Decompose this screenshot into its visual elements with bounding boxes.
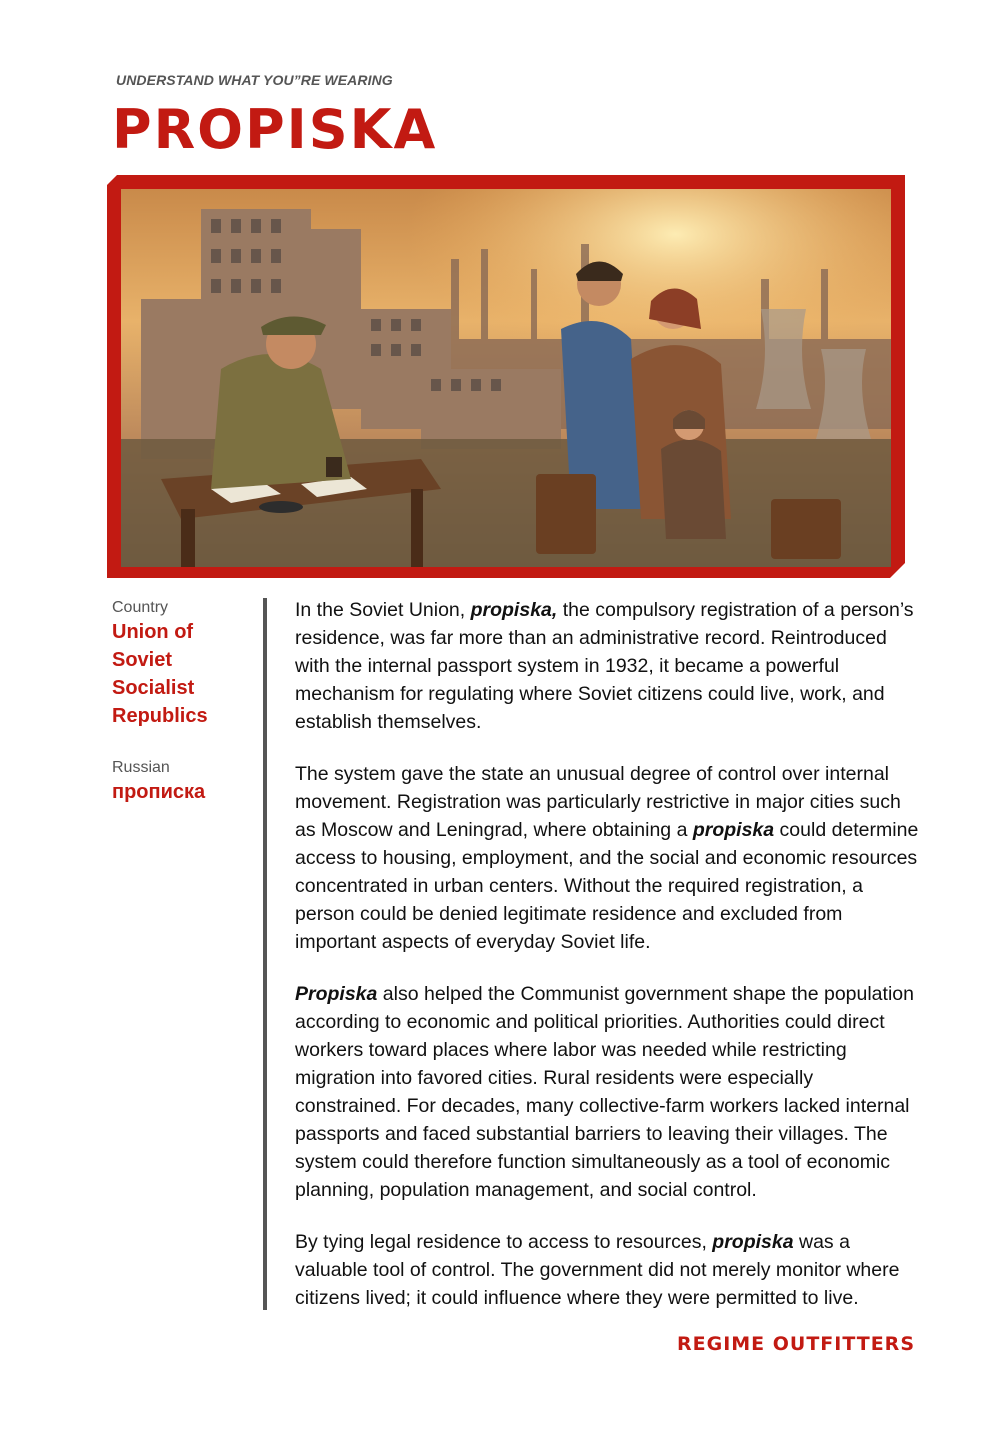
term-emphasis: Propiska xyxy=(295,983,378,1005)
term-emphasis: propiska xyxy=(692,819,775,841)
vertical-divider xyxy=(263,598,267,1310)
sidebar xyxy=(112,598,252,806)
brand-wordmark: REGIME OUTFITTERS xyxy=(676,1333,915,1355)
paragraph-4: By tying legal residence to access to resources, propiska was a valuable tool of control. The government did not merely monitor where citizens lived; it could influence where they were permitted to live. xyxy=(295,1231,900,1309)
kicker-text: UNDERSTAND WHAT YOU”RE WEARING xyxy=(116,72,393,88)
language-label: Russian xyxy=(112,759,170,776)
term-emphasis: propiska xyxy=(712,1231,794,1253)
illustration-frame xyxy=(107,175,905,578)
paragraph-1: In the Soviet Union, propiska, the compulsory registration of a person’s residence, was far more than an administrative record. Reintroduced with the internal passport system in 1932, it became a powerful mechanism for regulating where Soviet citizens could live, work, and establish themselves. xyxy=(295,599,914,733)
illustration xyxy=(121,189,891,567)
country-label: Country xyxy=(112,599,169,616)
term-emphasis: propiska, xyxy=(470,599,558,621)
country-value: Union of Soviet Socialist Republics xyxy=(112,621,208,727)
page-title: PROPISKA xyxy=(112,98,438,161)
article-body xyxy=(295,596,920,1336)
paragraph-3: Propiska also helped the Communist government shape the population according to economic and political priorities. Authorities could direct workers toward places where labor was needed while restricting migration into favored cities. Rural residents were especially constrained. For decades, many collective-farm workers lacked internal passports and faced substantial barriers to leaving their villages. The system could therefore function simultaneously as a tool of economic planning, population management, and social control. xyxy=(295,983,914,1201)
native-term: прописка xyxy=(112,781,206,803)
paragraph-2: The system gave the state an unusual degree of control over internal movement. Registration was particularly restrictive in major cities such as Moscow and Leningrad, where obtaining a propiska could determine access to housing, employment, and the social and economic resources concentrated in urban centers. Without the required registration, a person could be denied legitimate residence and excluded from important aspects of everyday Soviet life. xyxy=(295,763,919,953)
